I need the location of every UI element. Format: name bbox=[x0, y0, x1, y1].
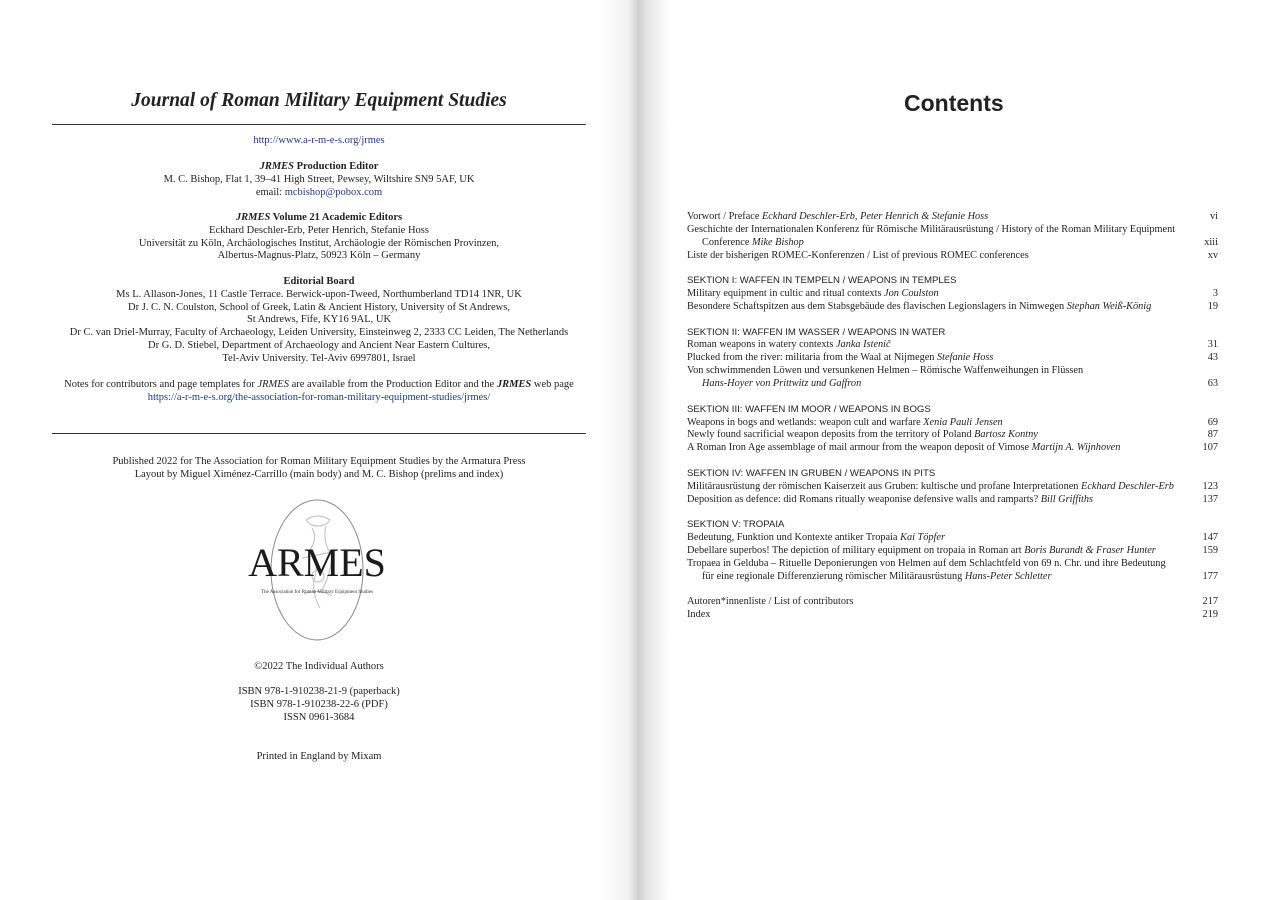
editorial-board-line: Dr C. van Driel-Murray, Faculty of Archaeology, Leiden University, Einsteinweg 2, 2333 CC Leiden, The Netherlands bbox=[69, 327, 569, 339]
toc-page: 217 bbox=[1202, 596, 1218, 608]
toc-section-heading: SEKTION III: WAFFEN IM MOOR / WEAPONS IN BOGS bbox=[687, 403, 931, 415]
academic-editors-block bbox=[52, 212, 586, 263]
logo-wordmark: ARMES bbox=[248, 540, 386, 585]
journal-title: Journal of Roman Military Equipment Studies bbox=[131, 90, 507, 111]
toc-page: 219 bbox=[1202, 609, 1218, 621]
toc-page: 19 bbox=[1207, 300, 1218, 312]
printed-line: Printed in England by Mixam bbox=[256, 751, 382, 762]
published-block bbox=[52, 456, 586, 482]
toc-page: 3 bbox=[1212, 288, 1218, 300]
production-editor-title: JRMES Production Editor bbox=[259, 161, 379, 172]
toc-section-heading: SEKTION V: TROPAIA bbox=[687, 519, 785, 531]
toc-entry[interactable]: Geschichte der Internationalen Konferenz für Römische Militärausrüstung / History of the Roman Military Equipment bbox=[687, 223, 1176, 235]
armes-logo bbox=[246, 498, 388, 642]
toc-entry[interactable]: Newly found sacrificial weapon deposits from the territory of Poland Bartosz Kontny 87 bbox=[687, 429, 1218, 441]
toc-page: 123 bbox=[1202, 480, 1218, 492]
journal-url-block bbox=[52, 135, 586, 148]
editorial-board-line: Dr G. D. Stiebel, Department of Archaeology and Ancient Near Eastern Cultures, bbox=[147, 339, 491, 351]
toc-page: 87 bbox=[1207, 429, 1218, 441]
production-editor-address: M. C. Bishop, Flat 1, 39–41 High Street, Pewsey, Wiltshire SN9 5AF, UK bbox=[163, 173, 475, 185]
editorial-board-block bbox=[52, 276, 586, 366]
editorial-board-line: Ms L. Allason-Jones, 11 Castle Terrace. Berwick-upon-Tweed, Northumberland TD14 1NR, UK bbox=[116, 288, 522, 300]
editorial-board-title: Editorial Board bbox=[283, 276, 355, 287]
academic-editors-line: Eckhard Deschler-Erb, Peter Henrich, Stefanie Hoss bbox=[209, 224, 429, 236]
toc-page: 177 bbox=[1202, 570, 1218, 582]
toc-page: 137 bbox=[1202, 493, 1218, 505]
toc-page: vi bbox=[1209, 211, 1218, 222]
toc-page: 69 bbox=[1207, 416, 1218, 428]
toc-section-heading: SEKTION I: WAFFEN IN TEMPELN / WEAPONS IN TEMPLES bbox=[687, 275, 957, 287]
editorial-board-line: Tel-Aviv University. Tel-Aviv 6997801, Israel bbox=[222, 352, 416, 364]
editorial-board-line: St Andrews, Fife, KY16 9AL, UK bbox=[246, 314, 392, 326]
toc-entry[interactable]: Military equipment in cultic and ritual contexts Jon Coulston 3 bbox=[687, 288, 1218, 300]
toc-entry[interactable]: Autoren*innenliste / List of contributors 217 bbox=[687, 596, 1218, 608]
toc-page: 159 bbox=[1202, 544, 1218, 556]
toc-page: xv bbox=[1207, 249, 1218, 261]
production-editor-email: email: mcbishop@pobox.com bbox=[255, 186, 383, 198]
toc-entry[interactable]: Tropaea in Gelduba – Rituelle Deponierungen von Helmen auf dem Schlachtfeld von 69 n. Chr. und ihre Bedeutung bbox=[687, 557, 1166, 569]
toc-entry[interactable]: Vorwort / Preface Eckhard Deschler-Erb, Peter Henrich & Stefanie Hoss vi bbox=[687, 211, 1218, 222]
toc-entry[interactable]: A Roman Iron Age assemblage of mail armour from the weapon deposit of Vimose Martijn A. Wijnhoven 107 bbox=[687, 442, 1218, 454]
toc-entry[interactable]: Index 219 bbox=[687, 609, 1218, 621]
toc-page: xiii bbox=[1204, 236, 1218, 248]
middle-rule bbox=[52, 433, 586, 434]
header-rule bbox=[52, 124, 586, 125]
isbn-block bbox=[52, 686, 586, 724]
toc-entry[interactable]: Von schwimmenden Löwen und versunkenen Helmen – Römische Waffenweihungen in Flüssen bbox=[687, 365, 1084, 377]
notes-link[interactable]: https://a-r-m-e-s.org/the-association-for-roman-military-equipment-studies/jrmes/ bbox=[147, 391, 491, 403]
logo-subtitle: The Association for Roman Military Equipment Studies bbox=[261, 590, 373, 595]
toc-entry-continued[interactable]: für eine regionale Differenzierung römischer Militärausrüstung Hans-Peter Schletter 177 bbox=[702, 570, 1218, 582]
academic-editors-line: Universität zu Köln, Archäologisches Institut, Archäologie der Römischen Provinzen, bbox=[138, 237, 500, 249]
toc-entry[interactable]: Militärausrüstung der römischen Kaiserzeit aus Gruben: kultische und profane Interpretationen Eckhard Deschler-Erb 123 bbox=[687, 480, 1218, 492]
layout-line: Layout by Miguel Ximénez-Carrillo (main body) and M. C. Bishop (prelims and index) bbox=[134, 468, 504, 480]
notes-line: Notes for contributors and page templates for JRMES are available from the Production Editor and the JRMES web page bbox=[64, 379, 574, 390]
editorial-board-line: Dr J. C. N. Coulston, School of Greek, Latin & Ancient History, University of St Andrews, bbox=[128, 301, 510, 313]
toc-section-heading: SEKTION IV: WAFFEN IN GRUBEN / WEAPONS IN PITS bbox=[687, 467, 936, 479]
copyright: ©2022 The Individual Authors bbox=[254, 661, 384, 672]
toc-entry[interactable]: Besondere Schaftspitzen aus dem Stabsgebäude des flavischen Legionslagers in Nimwegen Stephan Weiß-König 19 bbox=[687, 300, 1218, 312]
toc-page: 107 bbox=[1202, 442, 1218, 454]
toc-entry[interactable]: Roman weapons in watery contexts Janka Istenič 31 bbox=[687, 339, 1218, 351]
toc-entry[interactable]: Deposition as defence: did Romans ritually weaponise defensive walls and ramparts? Bill Griffiths 137 bbox=[687, 493, 1218, 505]
toc-entry[interactable]: Liste der bisherigen ROMEC-Konferenzen / List of previous ROMEC conferences xv bbox=[687, 249, 1218, 261]
toc-entry[interactable]: Plucked from the river: militaria from the Waal at Nijmegen Stefanie Hoss 43 bbox=[687, 352, 1218, 364]
isbn-pdf: ISBN 978-1-910238-22-6 (PDF) bbox=[250, 698, 388, 710]
academic-editors-line: Albertus-Magnus-Platz, 50923 Köln – Germany bbox=[217, 250, 421, 262]
published-line: Published 2022 for The Association for Roman Military Equipment Studies by the Armatura Press bbox=[112, 456, 526, 467]
left-page bbox=[0, 0, 630, 900]
toc-entry[interactable]: Bedeutung, Funktion und Kontexte antiker Tropaia Kai Töpfer 147 bbox=[687, 532, 1218, 544]
toc-page: 63 bbox=[1207, 377, 1218, 389]
journal-url-link[interactable]: http://www.a-r-m-e-s.org/jrmes bbox=[253, 135, 385, 146]
table-of-contents bbox=[687, 211, 1218, 622]
toc-entry-continued[interactable]: Conference Mike Bishop xiii bbox=[702, 236, 1218, 248]
email-link[interactable]: mcbishop@pobox.com bbox=[284, 186, 383, 198]
toc-section-heading: SEKTION II: WAFFEN IM WASSER / WEAPONS IN WATER bbox=[687, 326, 946, 338]
toc-entry[interactable]: Debellare superbos! The depiction of military equipment on tropaia in Roman art Boris Burandt & Fraser Hunter 159 bbox=[687, 544, 1218, 556]
academic-editors-title: JRMES Volume 21 Academic Editors bbox=[235, 212, 403, 223]
toc-entry[interactable]: Weapons in bogs and wetlands: weapon cult and warfare Xenia Pauli Jensen 69 bbox=[687, 416, 1218, 428]
armes-logo-graphic bbox=[246, 498, 388, 642]
toc-page: 147 bbox=[1202, 532, 1218, 544]
contents-title: Contents bbox=[904, 90, 1004, 116]
notes-block bbox=[52, 379, 586, 405]
isbn-paperback: ISBN 978-1-910238-21-9 (paperback) bbox=[238, 686, 400, 697]
production-editor-block bbox=[52, 161, 586, 199]
issn: ISSN 0961-3684 bbox=[283, 711, 355, 723]
toc-page: 31 bbox=[1207, 339, 1218, 351]
toc-entry-continued[interactable]: Hans-Hoyer von Prittwitz und Gaffron 63 bbox=[702, 377, 1218, 389]
toc-page: 43 bbox=[1207, 352, 1218, 364]
